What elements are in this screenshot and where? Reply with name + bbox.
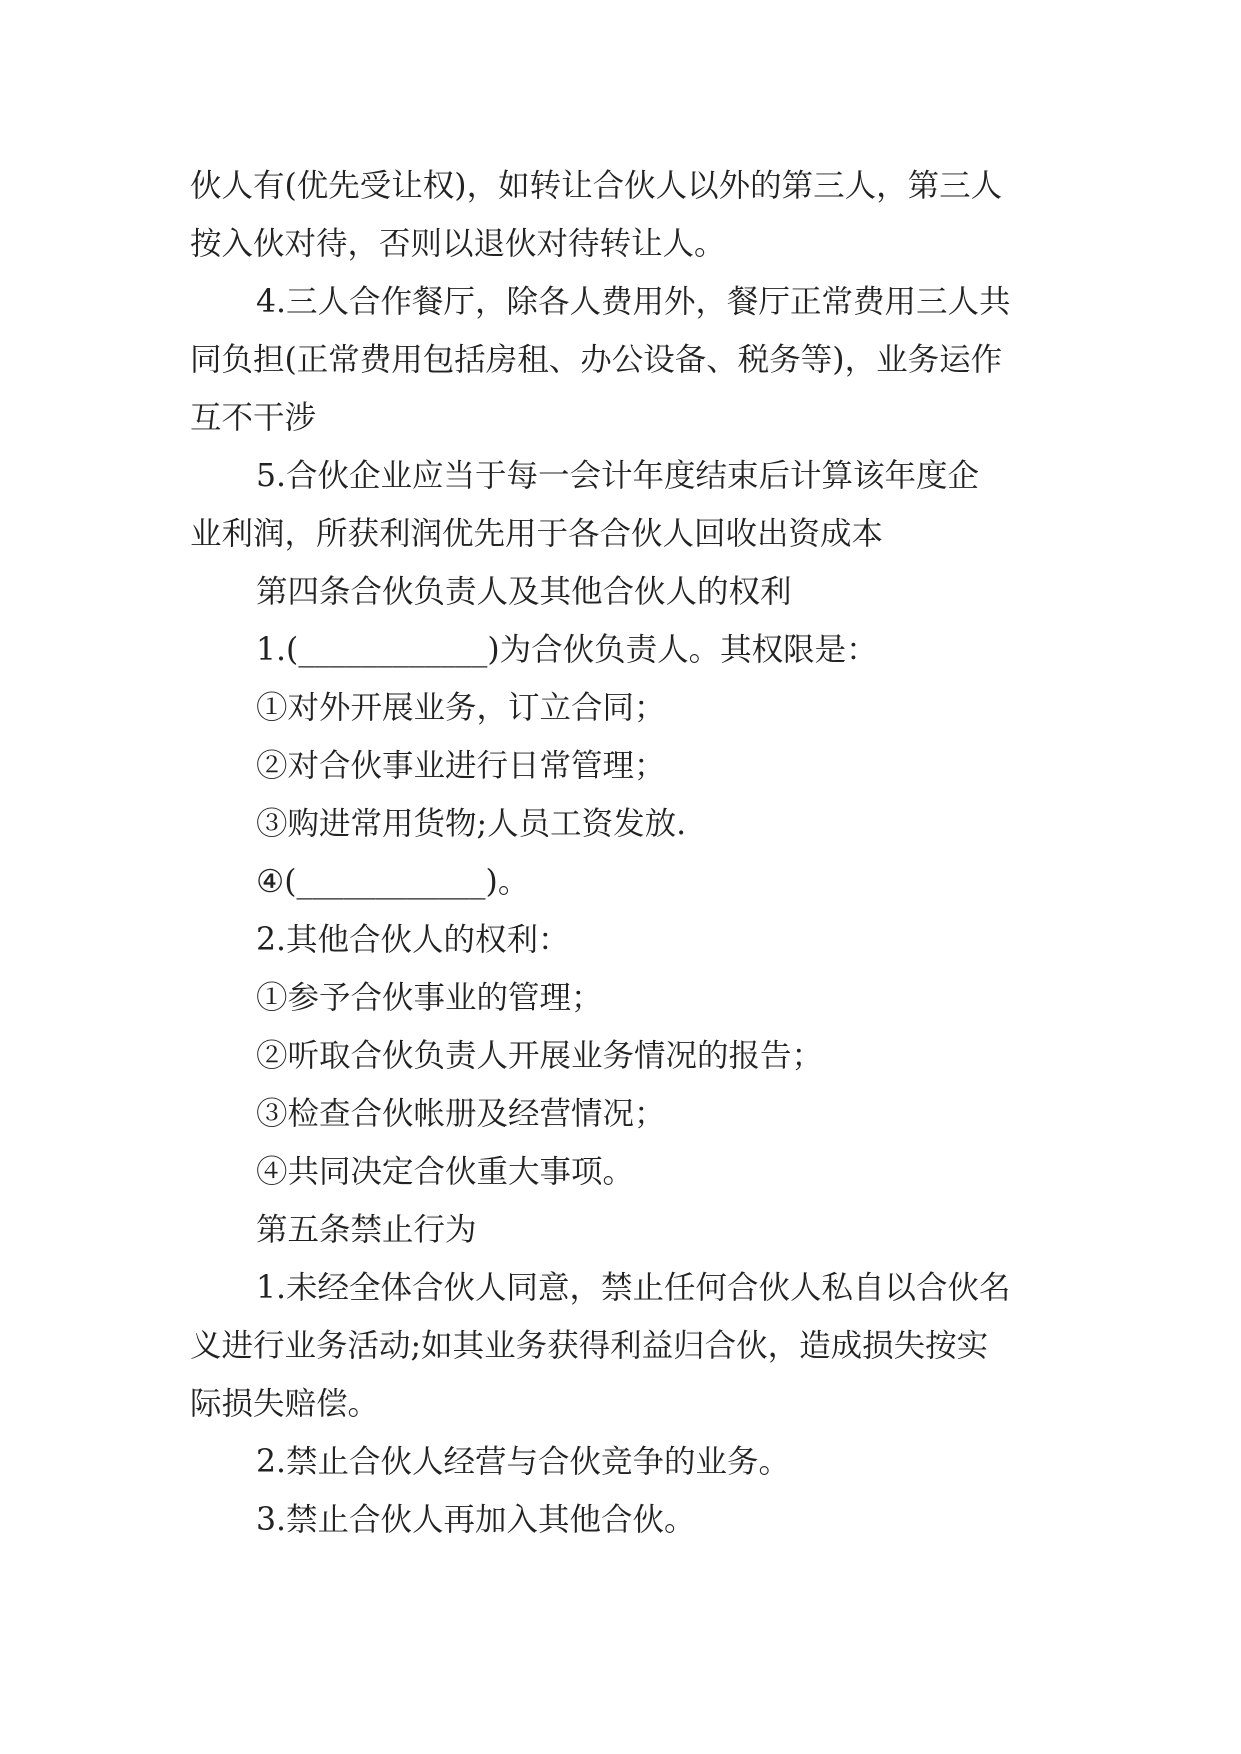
paragraph-article-4-2-b (190, 1027, 1050, 1085)
paragraph-item-5 (190, 447, 1050, 563)
text-line: 伙人有(优先受让权)，如转让合伙人以外的第三人，第三人 (190, 168, 1003, 204)
paragraph-article-4-1-b (190, 737, 1050, 795)
paragraph-article-4-1-c (190, 795, 1050, 853)
paragraph-article-4-1-d (190, 853, 1050, 911)
paragraph-article-4-1-a (190, 679, 1050, 737)
paragraph-article-4-2 (190, 911, 1050, 969)
paragraph-article-4-heading (190, 563, 1050, 621)
text-line: 4.三人合作餐厅，除各人费用外，餐厅正常费用三人共 (256, 284, 1011, 320)
paragraph-item-4 (190, 273, 1050, 447)
paragraph-article-4-2-c (190, 1085, 1050, 1143)
text-line: 第五条禁止行为 (256, 1212, 477, 1248)
text-line: 2.其他合伙人的权利： (256, 922, 570, 958)
text-line: 2.禁止合伙人经营与合伙竞争的业务。 (256, 1444, 791, 1480)
text-line: ①参予合伙事业的管理； (256, 980, 603, 1016)
text-line: 按入伙对待，否则以退伙对待转让人。 (190, 226, 726, 262)
paragraph-article-5-3 (190, 1491, 1050, 1549)
paragraph-article-4-2-a (190, 969, 1050, 1027)
text-line: ③购进常用货物;人员工资发放. (256, 806, 687, 842)
text-line: 际损失赔偿。 (190, 1386, 380, 1422)
document-body (190, 157, 1050, 1549)
text-line: ③检查合伙帐册及经营情况； (256, 1096, 666, 1132)
paragraph-continuation (190, 157, 1050, 273)
text-line: ④共同决定合伙重大事项。 (256, 1154, 635, 1190)
paragraph-article-4-2-d (190, 1143, 1050, 1201)
text-line: ②对合伙事业进行日常管理； (256, 748, 666, 784)
text-line: 1.未经全体合伙人同意，禁止任何合伙人私自以合伙名 (256, 1270, 1011, 1306)
paragraph-article-4-1 (190, 621, 1050, 679)
paragraph-article-5-2 (190, 1433, 1050, 1491)
text-line: 3.禁止合伙人再加入其他合伙。 (256, 1502, 696, 1538)
text-line: 义进行业务活动;如其业务获得利益归合伙，造成损失按实 (190, 1328, 989, 1364)
text-line: 同负担(正常费用包括房租、办公设备、税务等)，业务运作 (190, 342, 1003, 378)
text-line: 互不干涉 (190, 400, 317, 436)
paragraph-article-5-1 (190, 1259, 1050, 1433)
text-line: ④(____________)。 (256, 864, 530, 900)
paragraph-article-5-heading (190, 1201, 1050, 1259)
text-line: ②听取合伙负责人开展业务情况的报告； (256, 1038, 824, 1074)
text-line: 第四条合伙负责人及其他合伙人的权利 (256, 574, 792, 610)
text-line: 业利润，所获利润优先用于各合伙人回收出资成本 (190, 516, 884, 552)
text-line: 1.(____________)为合伙负责人。其权限是： (256, 632, 878, 668)
text-line: 5.合伙企业应当于每一会计年度结束后计算该年度企 (256, 458, 980, 494)
text-line: ①对外开展业务，订立合同； (256, 690, 666, 726)
